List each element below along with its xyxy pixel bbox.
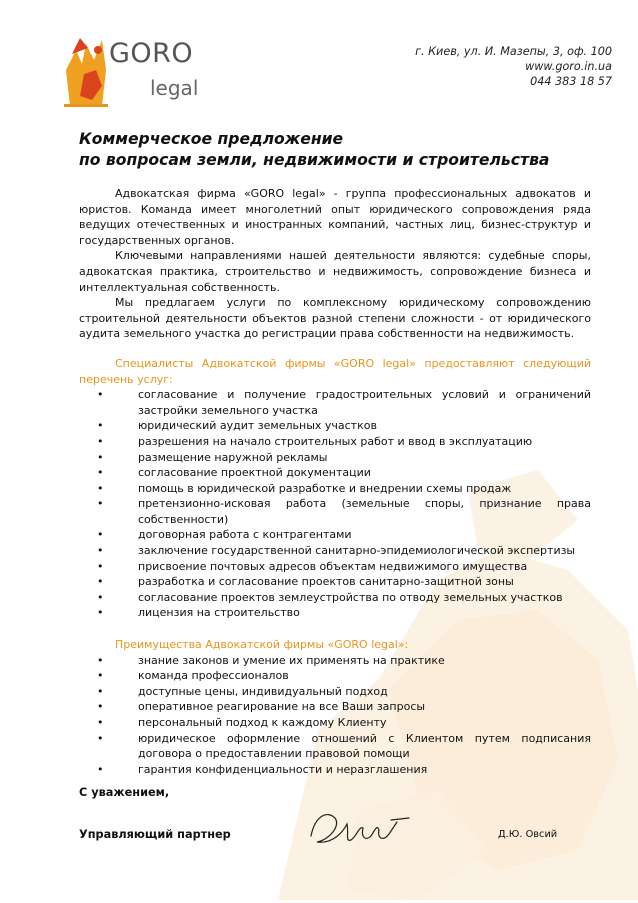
- bullet-icon: •: [97, 559, 104, 573]
- list-item: • знание законов и умение их применять на практике: [97, 653, 445, 667]
- bullet-icon: •: [97, 528, 104, 542]
- list-item: • разработка и согласование проектов санитарно-защитной зоны: [97, 575, 514, 589]
- intro-paragraph-2: Ключевыми направлениями нашей деятельности являются: судебные споры, адвокатская практика, строительство и недвижимость, сопровождение бизнеса и интеллектуальная собственность.: [79, 249, 591, 294]
- letter-body: [79, 186, 591, 777]
- bullet-icon: •: [97, 388, 104, 402]
- list-item: • оперативное реагирование на все Ваши запросы: [97, 700, 426, 714]
- intro-paragraph-3: Мы предлагаем услуги по комплексному юридическому сопровождению строительной деятельности объектов разной степени сложности - от юридического аудита земельного участка до регистрации права собственности на недвижимость.: [79, 296, 591, 341]
- bullet-icon: •: [97, 606, 104, 620]
- services-heading: Специалисты Адвокатской фирмы «GORO legal» предоставляют следующий перечень услуг:: [79, 356, 591, 386]
- list-item: • заключение государственной санитарно-эпидемиологической экспертизы: [97, 544, 576, 558]
- list-item: • договорная работа с контрагентами: [97, 528, 352, 542]
- list-item: • согласование и получение градостроительных условий и ограничений застройки земельного участка: [97, 388, 591, 417]
- signer-name: Д.Ю. Овсий: [498, 829, 558, 840]
- bullet-icon: •: [97, 466, 104, 480]
- bullet-icon: •: [97, 716, 104, 729]
- phone-number: 044 383 18 57: [530, 75, 612, 88]
- list-item: • лицензия на строительство: [97, 606, 300, 620]
- bullet-icon: •: [97, 762, 104, 776]
- address: г. Киев, ул. И. Мазепы, 3, оф. 100: [415, 45, 612, 58]
- bullet-icon: •: [97, 684, 104, 698]
- list-item: • согласование проектной документации: [97, 466, 371, 480]
- intro-paragraph-1: Адвокатская фирма «GORO legal» - группа профессиональных адвокатов и юристов. Команда имеет многолетний опыт юридического сопровождения ряда ведущих отечественных и иностранных компаний, частных лиц, бизнес-структур и государственных органов.: [79, 187, 591, 247]
- bullet-icon: •: [97, 434, 104, 448]
- signer-position: Управляющий партнер: [79, 828, 231, 841]
- contact-block: [415, 44, 612, 89]
- services-list: [79, 387, 591, 621]
- bullet-icon: •: [97, 669, 104, 683]
- advantages-heading: Преимущества Адвокатской фирмы «GORO legal»:: [115, 638, 409, 652]
- list-item: • согласование проектов землеустройства по отводу земельных участков: [97, 590, 563, 604]
- list-item: • претензионно-исковая работа (земельные споры, признание права собственности): [97, 497, 591, 526]
- logo-legal-text: legal: [150, 76, 199, 100]
- bullet-icon: •: [97, 590, 104, 604]
- list-item: • доступные цены, индивидуальный подход: [97, 684, 388, 698]
- closing-regards: С уважением,: [79, 786, 170, 799]
- logo-goro-text: GORO: [109, 38, 194, 69]
- bullet-icon: •: [97, 497, 104, 511]
- list-item: • помощь в юридической разработке и внедрении схемы продаж: [97, 481, 512, 495]
- list-item: • присвоение почтовых адресов объектам недвижимого имущества: [97, 559, 528, 573]
- advantages-list: [79, 653, 591, 778]
- list-item: • размещение наружной рекламы: [97, 450, 328, 464]
- website-link[interactable]: www.goro.in.ua: [525, 60, 612, 73]
- bullet-icon: •: [97, 481, 104, 495]
- signature-icon: [305, 806, 415, 850]
- title-line-1: Коммерческое предложение: [79, 130, 344, 148]
- list-item: • разрешения на начало строительных работ и ввод в эксплуатацию: [97, 434, 533, 448]
- bullet-icon: •: [97, 575, 104, 589]
- bullet-icon: •: [97, 419, 104, 433]
- list-item: • гарантия конфиденциальности и неразглашения: [97, 762, 428, 776]
- bullet-icon: •: [97, 731, 104, 745]
- list-item: • юридический аудит земельных участков: [97, 419, 377, 433]
- list-item: • команда профессионалов: [97, 669, 289, 683]
- list-item: • юридическое оформление отношений с Клиентом путем подписания договора о предоставлении правовой помощи: [97, 731, 591, 761]
- title-line-2: по вопросам земли, недвижимости и строительства: [79, 151, 550, 169]
- bullet-icon: •: [97, 653, 104, 667]
- bullet-icon: •: [97, 544, 104, 558]
- document-title: [79, 129, 549, 171]
- bullet-icon: •: [97, 450, 104, 464]
- list-item: • персональный подход к каждому Клиенту: [97, 716, 387, 729]
- bullet-icon: •: [97, 700, 104, 714]
